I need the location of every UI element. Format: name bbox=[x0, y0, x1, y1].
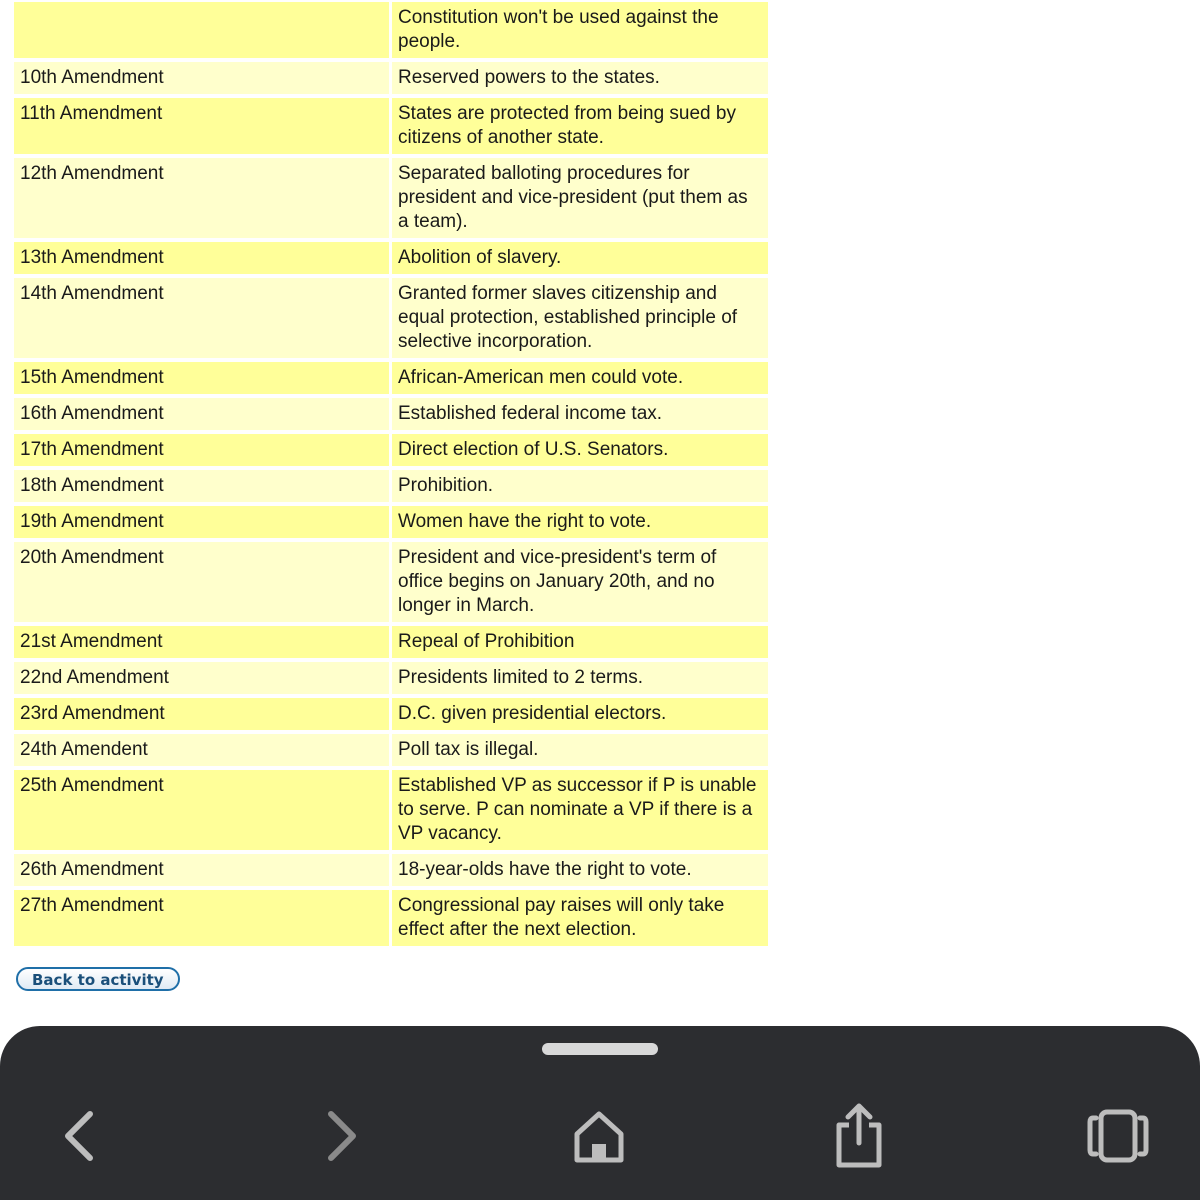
amendment-description: D.C. given presidential electors. bbox=[392, 698, 768, 730]
amendment-description: African-American men could vote. bbox=[392, 362, 768, 394]
home-icon bbox=[571, 1108, 627, 1164]
amendment-name: 17th Amendment bbox=[14, 434, 392, 466]
amendment-name bbox=[14, 2, 392, 58]
amendment-name: 10th Amendment bbox=[14, 62, 392, 94]
amendment-description: Established VP as successor if P is unable to serve. P can nominate a VP if there is a VP vacancy. bbox=[392, 770, 768, 850]
tabs-button[interactable] bbox=[1078, 1101, 1158, 1171]
amendment-description: Direct election of U.S. Senators. bbox=[392, 434, 768, 466]
table-row bbox=[14, 434, 768, 466]
amendment-name: 13th Amendment bbox=[14, 242, 392, 274]
table-row bbox=[14, 506, 768, 538]
table-row bbox=[14, 242, 768, 274]
amendment-name: 18th Amendment bbox=[14, 470, 392, 502]
amendment-description: Prohibition. bbox=[392, 470, 768, 502]
table-row bbox=[14, 854, 768, 886]
table-row bbox=[14, 626, 768, 658]
table-row bbox=[14, 398, 768, 430]
amendment-description: States are protected from being sued by citizens of another state. bbox=[392, 98, 768, 154]
share-button[interactable] bbox=[819, 1101, 899, 1171]
amendment-name: 27th Amendment bbox=[14, 890, 392, 946]
amendment-description: 18-year-olds have the right to vote. bbox=[392, 854, 768, 886]
table-row bbox=[14, 542, 768, 622]
amendment-description: Women have the right to vote. bbox=[392, 506, 768, 538]
amendment-description: Poll tax is illegal. bbox=[392, 734, 768, 766]
amendments-table bbox=[14, 0, 768, 950]
back-to-activity-button[interactable]: Back to activity bbox=[16, 967, 180, 991]
table-row bbox=[14, 734, 768, 766]
amendment-name: 12th Amendment bbox=[14, 158, 392, 238]
amendment-name: 19th Amendment bbox=[14, 506, 392, 538]
share-icon bbox=[831, 1101, 887, 1171]
amendment-name: 24th Amendent bbox=[14, 734, 392, 766]
forward-arrow-icon bbox=[321, 1108, 361, 1164]
table-row bbox=[14, 362, 768, 394]
amendment-name: 22nd Amendment bbox=[14, 662, 392, 694]
amendment-name: 23rd Amendment bbox=[14, 698, 392, 730]
amendment-name: 11th Amendment bbox=[14, 98, 392, 154]
table-row bbox=[14, 278, 768, 358]
amendment-description: Reserved powers to the states. bbox=[392, 62, 768, 94]
amendment-description: Presidents limited to 2 terms. bbox=[392, 662, 768, 694]
amendment-name: 25th Amendment bbox=[14, 770, 392, 850]
amendment-description: Granted former slaves citizenship and equal protection, established principle of selective incorporation. bbox=[392, 278, 768, 358]
amendment-description: Abolition of slavery. bbox=[392, 242, 768, 274]
forward-button[interactable] bbox=[301, 1101, 381, 1171]
table-row bbox=[14, 470, 768, 502]
table-row bbox=[14, 2, 768, 58]
back-button[interactable] bbox=[40, 1101, 120, 1171]
amendment-description: President and vice-president's term of office begins on January 20th, and no longer in March. bbox=[392, 542, 768, 622]
table-row bbox=[14, 662, 768, 694]
back-arrow-icon bbox=[60, 1108, 100, 1164]
amendment-name: 15th Amendment bbox=[14, 362, 392, 394]
browser-toolbar bbox=[0, 1026, 1200, 1200]
grabber-handle[interactable] bbox=[542, 1043, 658, 1055]
home-button[interactable] bbox=[559, 1101, 639, 1171]
amendment-name: 14th Amendment bbox=[14, 278, 392, 358]
amendment-name: 16th Amendment bbox=[14, 398, 392, 430]
table-row bbox=[14, 158, 768, 238]
amendment-description: Congressional pay raises will only take effect after the next election. bbox=[392, 890, 768, 946]
amendment-description: Constitution won't be used against the people. bbox=[392, 2, 768, 58]
amendment-name: 20th Amendment bbox=[14, 542, 392, 622]
tabs-icon bbox=[1087, 1108, 1149, 1164]
amendment-description: Established federal income tax. bbox=[392, 398, 768, 430]
table-row bbox=[14, 698, 768, 730]
table-row bbox=[14, 98, 768, 154]
table-row bbox=[14, 890, 768, 946]
amendment-description: Separated balloting procedures for president and vice-president (put them as a team). bbox=[392, 158, 768, 238]
table-row bbox=[14, 62, 768, 94]
table-row bbox=[14, 770, 768, 850]
amendment-description: Repeal of Prohibition bbox=[392, 626, 768, 658]
amendment-name: 26th Amendment bbox=[14, 854, 392, 886]
amendment-name: 21st Amendment bbox=[14, 626, 392, 658]
